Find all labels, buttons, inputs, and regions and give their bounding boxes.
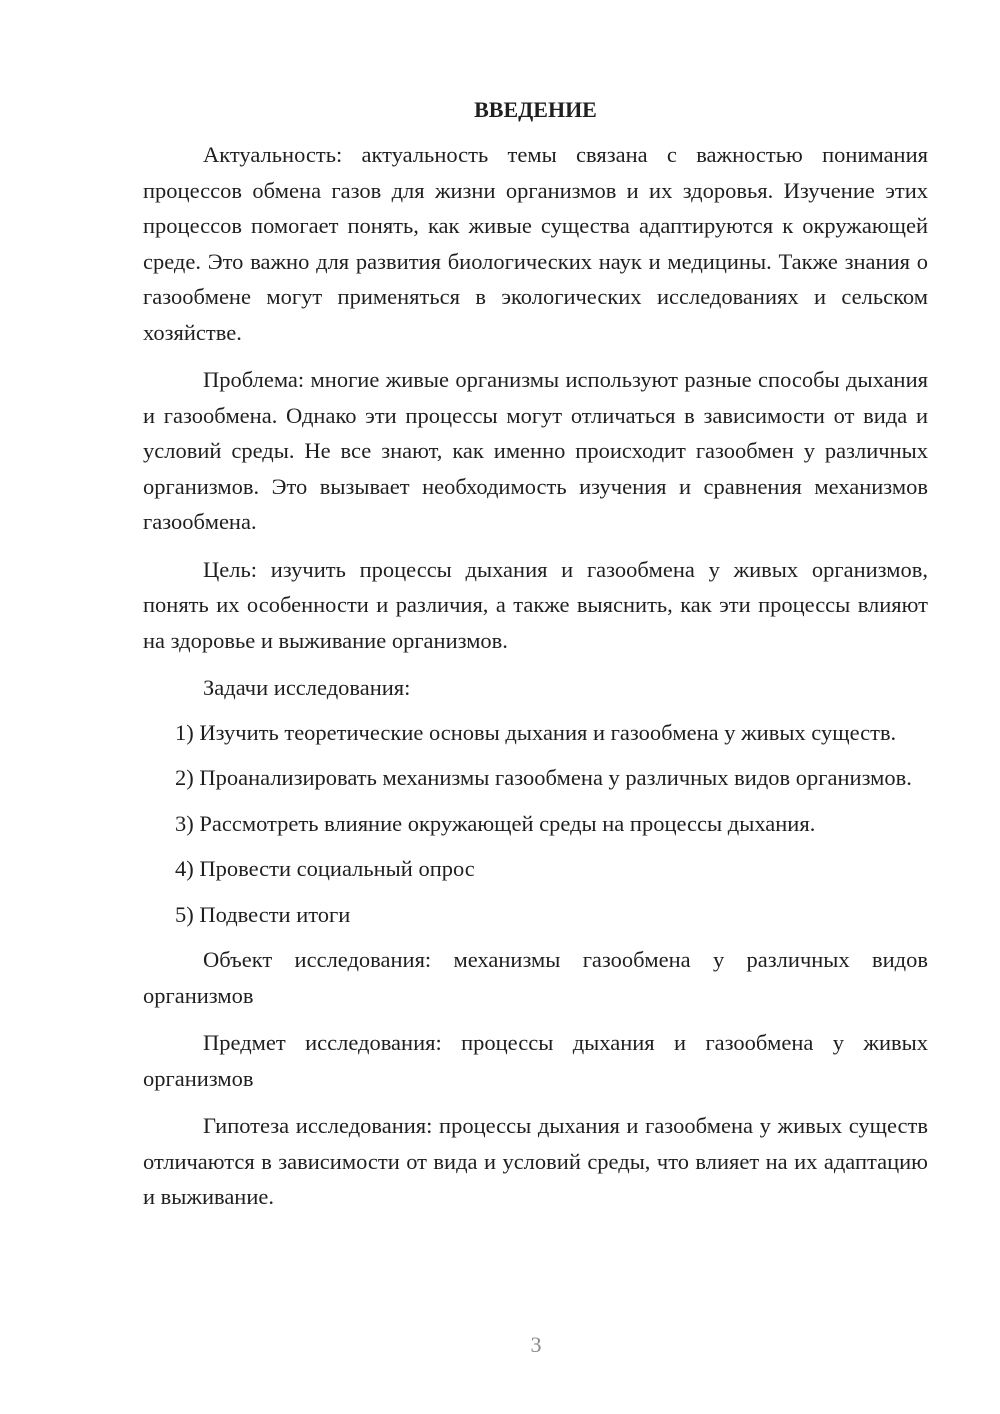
tasks-list [143, 715, 928, 933]
page-title: ВВЕДЕНИЕ [474, 97, 597, 122]
list-item: 1) Изучить теоретические основы дыхания и газообмена у живых существ. [175, 719, 897, 745]
list-item: 5) Подвести итоги [175, 901, 351, 927]
page-number: 3 [530, 1332, 542, 1357]
paragraph-object: Объект исследования: механизмы газообмена у различных видов организмов [143, 947, 928, 1008]
list-item: 4) Провести социальный опрос [175, 856, 475, 881]
paragraph-goal: Цель: изучить процессы дыхания и газообмена у живых организмов, понять их особенности и различия, а также выяснить, как эти процессы влияют на здоровье и выживание организмов. [143, 556, 928, 653]
list-item: 2) Проанализировать механизмы газообмена у различных видов организмов. [175, 765, 912, 790]
paragraph-subject: Предмет исследования: процессы дыхания и газообмена у живых организмов [143, 1030, 928, 1091]
tasks-heading: Задачи исследования: [203, 675, 411, 700]
paragraph-hypothesis: Гипотеза исследования: процессы дыхания и газообмена у живых существ отличаются в зависимости от вида и условий среды, что влияет на их адаптацию и выживание. [143, 1113, 928, 1209]
paragraph-problem: Проблема: многие живые организмы используют разные способы дыхания и газообмена. Однако эти процессы могут отличаться в зависимости от вида и условий среды. Не все знают, как именно происходит газообмен у различных организмов. Это вызывает необходимость изучения и сравнения механизмов газообмена. [143, 367, 928, 534]
list-item: 3) Рассмотреть влияние окружающей среды на процессы дыхания. [175, 810, 816, 836]
paragraph-relevance: Актуальность: актуальность темы связана с важностью понимания процессов обмена газов для жизни организмов и их здоровья. Изучение этих процессов помогает понять, как живые существа адаптируются к окружающей среде. Это важно для развития биологических наук и медицины. Также знания о газообмене могут применяться в экологических исследованиях и сельском хозяйстве. [143, 142, 928, 345]
